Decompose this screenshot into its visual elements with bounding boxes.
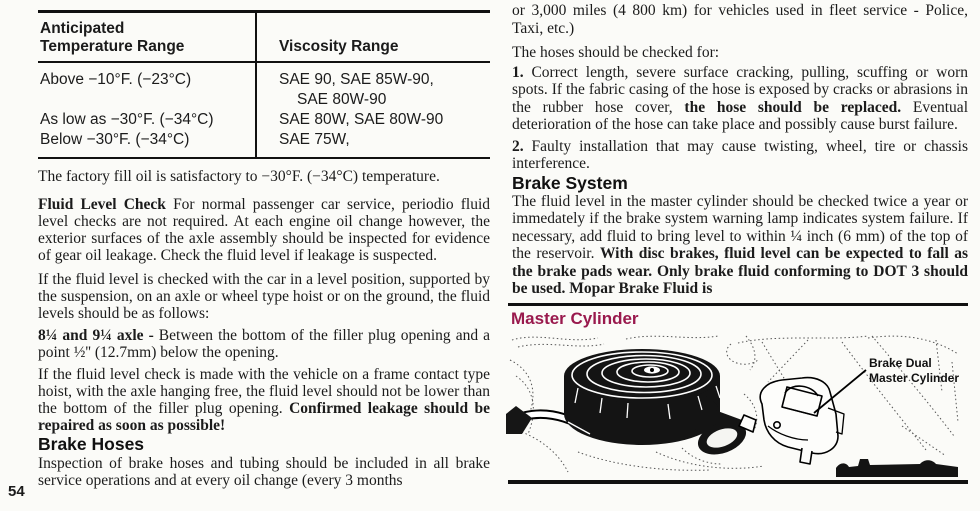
hose-check-item-1 [512,64,968,134]
table-line: SAE 80W-90 [297,91,387,108]
figure-label-line-1: Brake Dual [869,355,932,370]
hose-check-item-2 [512,138,968,173]
level-position-paragraph: If the fluid level is checked with the car in a level position, supported by the suspension, on an axle or wheel type hoist or on the ground, the fluid levels should be as follows: [38,271,490,322]
fluid-level-check-paragraph [38,196,490,264]
figure-label [869,356,959,385]
factory-fill-note: The factory fill oil is satisfactory to −30°F. (−34°C) temperature. [38,168,440,185]
hoses-intro: The hoses should be checked for: [512,44,720,61]
brake-system-text: The fluid level in the master cylinder should be checked twice a year or immedately if the brake system warning lamp indicates system failure. If necessary, add fluid to bring level to within ¼ inch (6 mm) of the top of the reservoir. [512,192,968,262]
viscosity-table [38,10,490,159]
master-cylinder [739,377,844,463]
table-line: SAE 80W, SAE 80W-90 [279,111,444,128]
item-1-text-a: Correct length, severe surface cracking, pulling, scuffing or worn spots. If the fabric casing of the hose is exposed by cracks or abrasions in the rubber hose cover, [512,63,968,116]
table-line: SAE 75W, [279,131,350,148]
fluid-level-check-body: For normal passenger car service, periodio fluid level checks are not required. At each engine oil change however, the exterior surfaces of the axle assembly should be inspected for evidence of gear oil leakage. Check the fluid level if leakage is suspected. [38,196,491,264]
frame-hoist-body: If the fluid level check is made with the vehicle on a frame contact type hoist, with the axle hanging free, the fluid level should not be lower than the bottom of the filler plug opening. [38,366,490,417]
frame-hoist-paragraph [38,366,490,434]
figure-label-line-2: Master Cylinder [869,370,960,385]
brake-system-heading: Brake System [512,172,628,193]
viscosity-table-header-row [38,13,490,63]
header-cell-temperature-range [38,13,257,61]
header-cell-viscosity-range [257,13,490,61]
item-1-number: 1. [512,63,524,81]
viscosity-table-body [38,63,490,157]
master-cylinder-illustration [506,330,966,480]
fleet-service-paragraph: or 3,000 miles (4 800 km) for vehicles used in fleet service - Police, Taxi, etc.) [512,2,968,37]
brake-hoses-heading: Brake Hoses [38,434,145,454]
axle-body: Between the bottom of the filler plug opening and a point ½'' (12.7mm) below the opening. [38,327,490,361]
axle-paragraph [38,327,490,361]
page-number: 54 [8,483,25,500]
left-column [38,10,490,489]
table-line: SAE 90, SAE 85W-90, [279,71,434,88]
item-1-bold: the hose should be replaced. [684,98,902,116]
air-cleaner [564,349,751,461]
right-column [512,2,968,484]
axle-lead: 8¼ and 9¼ axle - [38,327,154,344]
frame-hoist-warning: Confirmed leakage should be repaired as soon as possible! [38,400,490,434]
brake-hoses-paragraph: Inspection of brake hoses and tubing should be included in all brake service operations and at every oil change (every 3 months [38,455,490,489]
item-2-text: Faulty installation that may cause twisting, wheel, tire or chassis interference. [512,137,968,172]
bottom-silhouette [836,459,958,477]
brake-system-bold: With disc brakes, fluid level can be expected to fall as the brake pads wear. Only brake fluid conforming to DOT 3 should be used. Mopar Brake Fluid is [512,245,968,297]
viscosity-range-cell [257,63,490,157]
header-line: Viscosity Range [279,38,399,55]
header-line: Temperature Range [40,38,185,55]
table-line [40,90,255,110]
figure-top-rule [508,303,968,306]
temperature-range-cell [38,63,257,157]
table-line: Below −30°F. (−34°C) [40,131,190,148]
item-1-text-b: Eventual deterioration of the hose can take place and possibly cause burst failure. [512,98,968,133]
brake-system-paragraph [512,193,968,298]
fluid-level-check-lead: Fluid Level Check [38,196,166,213]
table-line: As low as −30°F. (−34°C) [40,111,214,128]
figure-bottom-rule [508,480,968,484]
figure-caption: Master Cylinder [511,308,639,328]
header-line: Anticipated [40,20,125,37]
item-2-number: 2. [512,137,524,155]
table-line: Above −10°F. (−23°C) [40,71,192,88]
